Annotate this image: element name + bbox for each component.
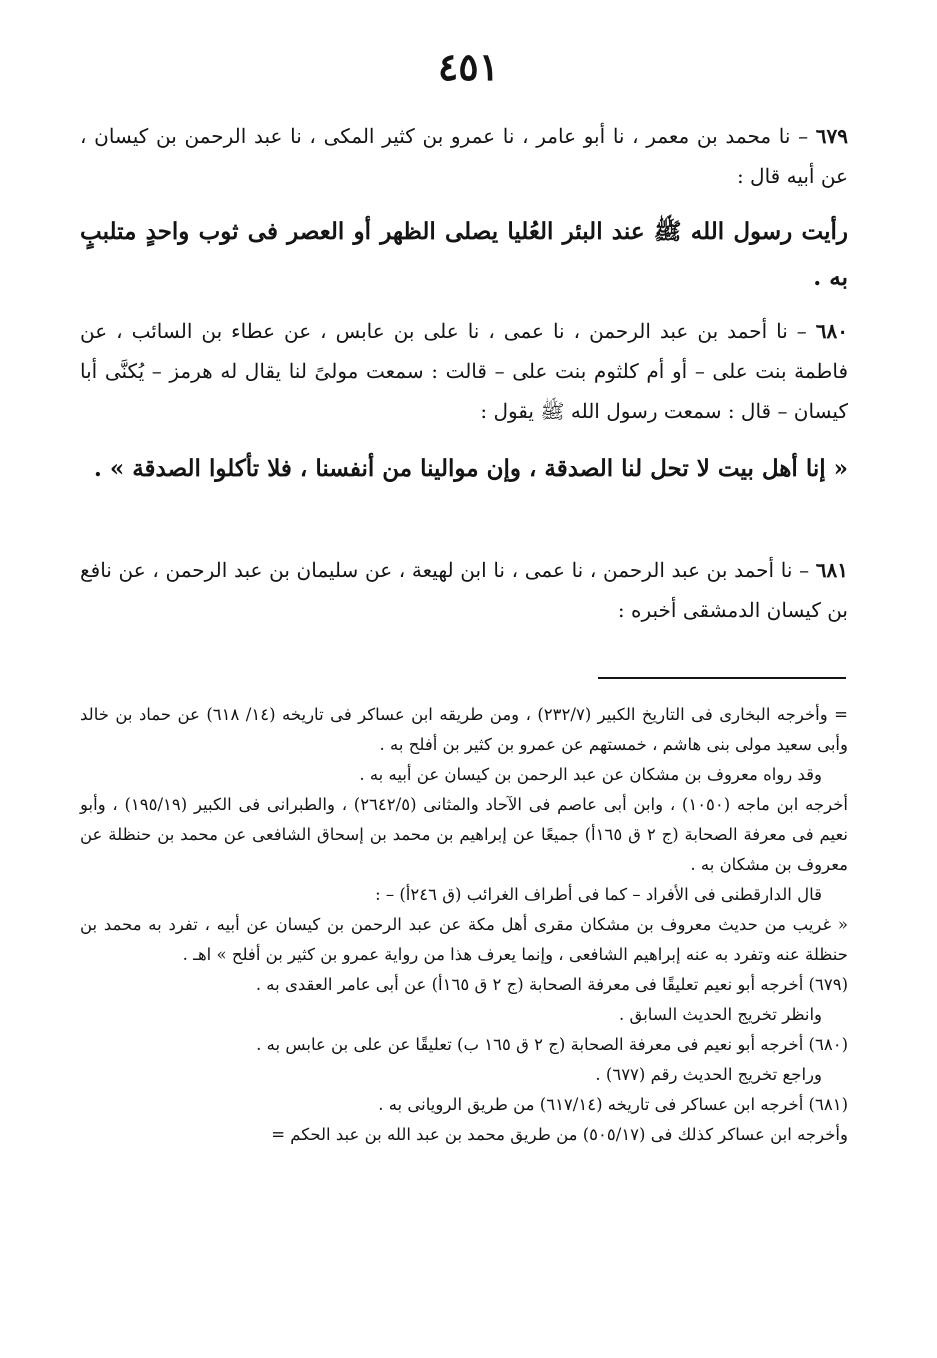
hadith-681-isnad: [80, 550, 848, 630]
isnad-text: – نا أحمد بن عبد الرحمن ، نا عمى ، نا ابن لهيعة ، عن سليمان بن عبد الرحمن ، عن نافع بن كيسان الدمشقى أخبره :: [80, 558, 848, 622]
hadith-680-isnad: [80, 311, 848, 431]
footnote-line: « غريب من حديث معروف بن مشكان مقرى أهل مكة عن عبد الرحمن بن كيسان عن أبيه ، تفرد به محمد بن حنظلة عنه وتفرد به عنه إبراهيم الشافعى ، وإنما يعرف هذا من رواية عمرو بن كثير بن أفلح » اهـ .: [80, 915, 848, 964]
footnote-line: (٦٨١) أخرجه ابن عساكر فى تاريخه (٦١٧/١٤) من طريق الرويانى به .: [378, 1095, 848, 1114]
hadith-679-matn: رأيت رسول الله ﷺ عند البئر العُليا يصلى الظهر أو العصر فى ثوب واحدٍ متلببٍ به .: [80, 218, 848, 291]
hadith-number: ٦٨١: [815, 558, 848, 582]
hadith-679-isnad: [80, 116, 848, 196]
hadith-number: ٦٧٩: [815, 124, 849, 148]
footnote-line: وأخرجه ابن عساكر كذلك فى (٥٠٥/١٧) من طريق محمد بن عبد الله بن عبد الحكم =: [271, 1125, 848, 1144]
footnotes: [80, 700, 848, 1150]
footnote-line: (٦٧٩) أخرجه أبو نعيم تعليقًا فى معرفة الصحابة (ج ٢ ق ١٦٥أ) عن أبى عامر العقدى به .: [255, 975, 848, 994]
footnote-line: = وأخرجه البخارى فى التاريخ الكبير (٢٣٢/٧) ، ومن طريقه ابن عساكر فى تاريخه (١٤/ ٦١٨) عن حماد بن خالد وأبى سعيد مولى بنى هاشم ، خمستهم عن عمرو بن كثير بن أفلح به .: [80, 705, 848, 754]
footnote-line: وقد رواه معروف بن مشكان عن عبد الرحمن بن كيسان عن أبيه به .: [359, 765, 822, 784]
hadith-680-matn: « إنا أهل بيت لا تحل لنا الصدقة ، وإن موالينا من أنفسنا ، فلا تأكلوا الصدقة » .: [93, 455, 848, 482]
footnote-line: وانظر تخريج الحديث السابق .: [618, 1005, 822, 1024]
footnote-line: (٦٨٠) أخرجه أبو نعيم فى معرفة الصحابة (ج ٢ ق ١٦٥ ب) تعليقًا عن على بن عابس به .: [256, 1035, 848, 1054]
hadith-number: ٦٨٠: [815, 319, 848, 343]
footnote-line: أخرجه ابن ماجه (١٠٥٠) ، وابن أبى عاصم فى الآحاد والمثانى (٢٦٤٢/٥) ، والطبرانى فى الكبير (١٩٥/١٩) ، وأبو نعيم فى معرفة الصحابة (ج ٢ ق ١٦٥أ) جميعًا عن إبراهيم بن محمد بن إسحاق الشافعى عن محمد بن حنظلة عن معروف بن مشكان به .: [80, 795, 849, 874]
page-number: ٤٥١: [437, 44, 500, 89]
footnote-line: قال الدارقطنى فى الأفراد – كما فى أطراف الغرائب (ق ٢٤٦أ) – :: [375, 885, 822, 904]
footnote-divider: [598, 677, 846, 679]
isnad-text: – نا أحمد بن عبد الرحمن ، نا عمى ، نا على بن عابس ، عن عطاء بن السائب ، عن فاطمة بنت على – أو أم كلثوم بنت على – قالت : سمعت مولىً لنا يقال له هرمز – يُكنَّى أبا كيسان – قال : سمعت رسول الله ﷺ يقول :: [80, 319, 848, 423]
isnad-text: – نا محمد بن معمر ، نا أبو عامر ، نا عمرو بن كثير المكى ، نا عبد الرحمن بن كيسان ، عن أبيه قال :: [80, 124, 848, 188]
footnote-line: وراجع تخريج الحديث رقم (٦٧٧) .: [595, 1065, 822, 1084]
